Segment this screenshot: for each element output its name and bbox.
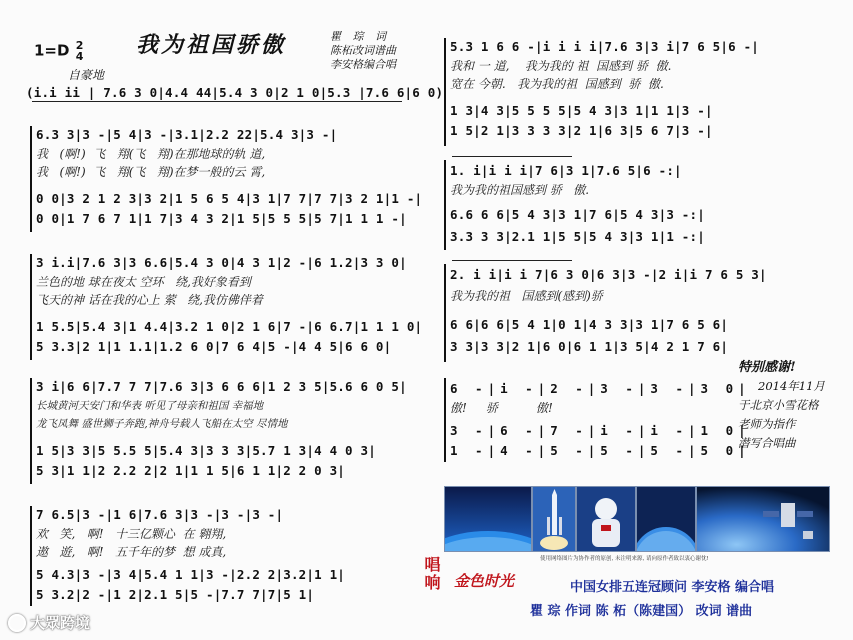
photo-earth-horizon [444, 486, 532, 552]
signature-line: 特别感谢! [738, 360, 796, 375]
lyric-verse-1: 长城黄河天安门和华表 听见了母亲和祖国 幸福地 [36, 400, 264, 412]
song-title: 我为祖国骄傲 [136, 32, 287, 58]
bass-notes: 5 3|1 1|2 2.2 2|2 1|1 1 5|6 1 1|2 2 0 3| [36, 463, 346, 478]
watermark-logo-icon [8, 614, 26, 632]
lyric-verse-1: 欢 笑, 啊! 十三亿颗心 在 翱翔, [36, 527, 227, 541]
credit-line: 瞿 琮 词 [330, 30, 390, 43]
time-sig-top: 2 [75, 39, 84, 52]
signature-line: 于北京小雪花格 [738, 398, 819, 412]
volta-1-line [452, 156, 572, 157]
soprano-notes: 1. i|i i i|7 6|3 1|7.6 5|6 -:| [450, 163, 682, 178]
system-brace [444, 38, 446, 146]
bass-notes: 3 3|3 3|2 1|6 0|6 1 1|3 5|4 2 1 7 6| [450, 339, 729, 354]
soprano-notes: 7 6.5|3 -|1 6|7.6 3|3 -|3 -|3 -| [36, 507, 284, 522]
lyric-verse-2: 我 (啊!) 飞 翔(飞 翔)在梦一般的云 霄, [36, 165, 266, 179]
bass-notes: 1 -|4 -|5 -|5 -|5 -|5 0| [450, 443, 751, 458]
alto-notes: 6 6|6 6|5 4 1|0 1|4 3 3|3 1|7 6 5 6| [450, 317, 729, 332]
alto-notes: 6.6 6 6|5 4 3|3 1|7 6|5 4 3|3 -:| [450, 207, 705, 222]
handwritten-signature [738, 358, 825, 453]
photo-rocket-launch [532, 486, 576, 552]
volta-2-line [452, 260, 572, 261]
soprano-notes: 6.3 3|3 -|5 4|3 -|3.1|2.2 22|5.4 3|3 -| [36, 127, 338, 142]
sing-label: 唱响 [422, 556, 441, 592]
intro-notes: (i.i ii | 7.6 3 0|4.4 44|5.4 3 0|2 1 0|5.3 |7.6 6|6 0) [26, 85, 444, 100]
alto-notes: 5 4.3|3 -|3 4|5.4 1 1|3 -|2.2 2|3.2|1 1| [36, 567, 346, 582]
lyric-verse-2: 遨 遊, 啊! 五千年的梦 想 成真, [36, 545, 227, 559]
bass-notes: 3.3 3 3|2.1 1|5 5|5 4 3|3 1|1 -:| [450, 229, 705, 244]
alto-notes: 0 0|3 2 1 2 3|3 2|1 5 6 5 4|3 1|7 7|7 7|3 2 1|1 -| [36, 191, 423, 206]
bass-notes: 5 3.2|2 -|1 2|2.1 5|5 -|7.7 7|7|5 1| [36, 587, 315, 602]
lyric-verse-1: 我 (啊!) 飞 翔(飞 翔)在那地球的轨 道, [36, 147, 266, 161]
alto-notes: 1 3|4 3|5 5 5 5|5 4 3|3 1|1 1|3 -| [450, 103, 713, 118]
tempo-marking: 自豪地 [68, 68, 105, 82]
system-brace [444, 160, 446, 250]
key-label: 1=D [34, 41, 70, 60]
lyric-verse-2: 飞天的神 话在我的心上 萦 绕,我仿佛伴着 [36, 293, 263, 307]
lyric-verse-2: 宽在 今朝. 我为我的祖 国感到 骄 傲. [450, 77, 664, 91]
lyric-verse-1: 兰色的地 球在夜太 空环 绕,我好象看到 [36, 275, 251, 289]
system-brace [30, 506, 32, 606]
credits-line-arranger: 中国女排五连冠顾问 李安格 编合唱 [570, 580, 775, 595]
time-signature [76, 40, 84, 62]
soprano-notes: 6 -|i -|2 -|3 -|3 -|3 0| [450, 381, 751, 396]
credit-line: 李安格编合唱 [330, 58, 396, 71]
signature-line: 2014年11月 [758, 379, 825, 393]
system-brace [30, 254, 32, 360]
bass-notes: 5 3.3|2 1|1 1.1|1.2 6 0|7 6 4|5 -|4 4 5|6 6 0| [36, 339, 392, 354]
system-brace [30, 126, 32, 232]
soprano-notes: 2. i i|i i 7|6 3 0|6 3|3 -|2 i|i 7 6 5 3| [450, 267, 767, 282]
soprano-notes: 3 i.i|7.6 3|3 6.6|5.4 3 0|4 3 1|2 -|6 1.2|3 3 0| [36, 255, 407, 270]
lyric-verse-1: 我和 一 道, 我为我的 祖 国感到 骄 傲. [450, 59, 672, 73]
lyric-verse-1: 我为我的祖国感到 骄 傲. [450, 183, 590, 197]
soprano-notes: 5.3 1 6 6 -|i i i i|7.6 3|3 i|7 6 5|6 -| [450, 39, 760, 54]
lyric-verse-2: 龙飞凤舞 盛世狮子奔跑,神舟号载人飞船在太空 尽情地 [36, 418, 288, 430]
photo-satellite-orbit [636, 486, 696, 552]
photo-caption-notice: 使用网络图片为协作者的原创, 未注明来源, 请向原作者致以衷心谢忱! [540, 556, 709, 562]
system-brace [30, 378, 32, 484]
bass-notes: 1 5|2 1|3 3 3 3|2 1|6 3|5 6 7|3 -| [450, 123, 713, 138]
time-sig-bottom: 4 [75, 50, 84, 63]
lyric-verse-1: 我为我的祖 国感到(感到)骄 [450, 289, 603, 303]
signature-line: 潜写合唱曲 [738, 436, 796, 450]
title-credits [330, 30, 396, 72]
watermark [8, 612, 90, 633]
watermark-text: 大眾跨境 [30, 614, 91, 632]
photo-space-station [696, 486, 830, 552]
system-brace [444, 378, 446, 462]
intro-underline [32, 101, 402, 102]
golden-time-label: 金色时光 [454, 572, 515, 590]
alto-notes: 3 -|6 -|7 -|i -|i -|1 0| [450, 423, 751, 438]
credits-line-authors: 瞿 琮 作词 陈 柘（陈建国） 改词 谱曲 [530, 604, 753, 619]
credit-line: 陈柘改词谱曲 [330, 44, 396, 57]
signature-line: 老师为指作 [738, 417, 796, 431]
soprano-notes: 3 i|6 6|7.7 7 7|7.6 3|3 6 6 6|1 2 3 5|5.6 6 0 5| [36, 379, 407, 394]
system-brace [444, 264, 446, 362]
bass-notes: 0 0|1 7 6 7 1|1 7|3 4 3 2|1 5|5 5 5|5 7|1 1 1 -| [36, 211, 407, 226]
alto-notes: 1 5.5|5.4 3|1 4.4|3.2 1 0|2 1 6|7 -|6 6.7|1 1 1 0| [36, 319, 423, 334]
lyric-verse-1: 傲! 骄 傲! [450, 401, 553, 415]
photo-astronaut [576, 486, 636, 552]
key-signature [34, 40, 83, 62]
alto-notes: 1 5|3 3|5 5.5 5|5.4 3|3 3 3|5.7 1 3|4 4 0 3| [36, 443, 376, 458]
